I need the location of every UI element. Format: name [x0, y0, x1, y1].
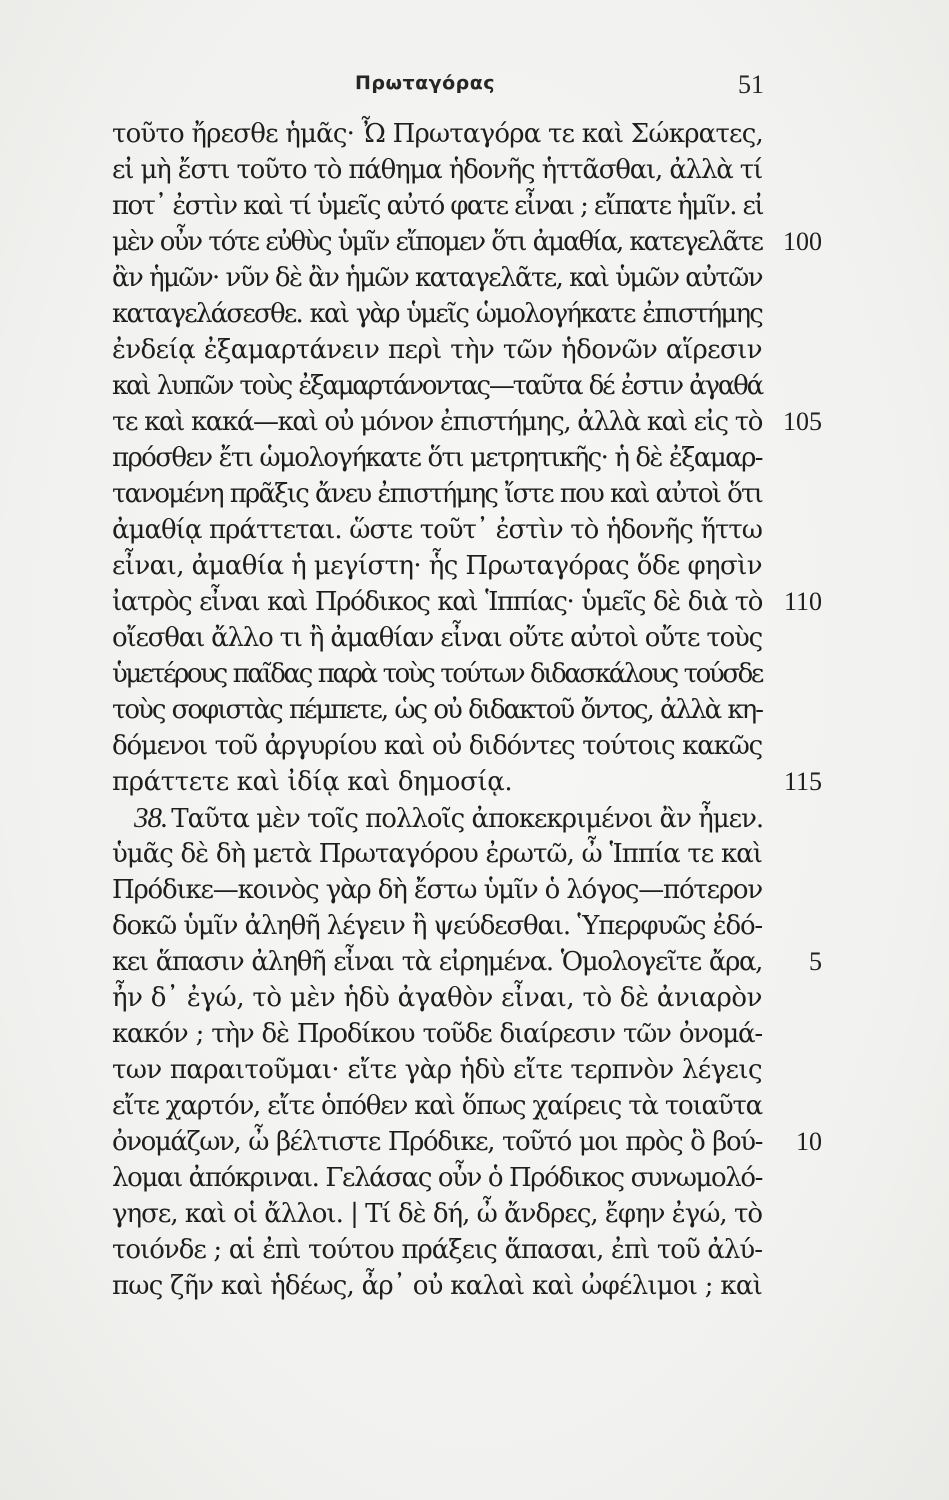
text-line: των παραιτοῦμαι· εἴτε γὰρ ἡδὺ εἴτε τερπνὸν λέγεις [112, 1055, 762, 1085]
text-line: τοιόνδε ; αἱ ἐπὶ τούτου πράξεις ἅπασαι, ἐπὶ τοῦ ἀλύ- [112, 1235, 762, 1265]
text-line: ὀνομάζων, ὦ βέλτιστε Πρόδικε, τοῦτό μοι πρὸς ὃ βού- [112, 1127, 762, 1157]
margin-line-number: 100 [783, 227, 822, 256]
text-line: πράττετε καὶ ἰδίᾳ καὶ δημοσίᾳ. [112, 767, 513, 797]
text-line: τε καὶ κακά—καὶ οὐ μόνον ἐπιστήμης, ἀλλὰ καὶ εἰς τὸ [112, 407, 762, 437]
margin-line-number: 105 [783, 407, 822, 436]
text-line: δοκῶ ὑμῖν ἀληθῆ λέγειν ἢ ψεύδεσθαι. Ὑπερφυῶς ἐδό- [112, 911, 762, 941]
text-line: μὲν οὖν τότε εὐθὺς ὑμῖν εἴπομεν ὅτι ἀμαθία, κατεγελᾶτε [112, 227, 762, 257]
text-line: κακόν ; τὴν δὲ Προδίκου τοῦδε διαίρεσιν τῶν ὀνομά- [112, 1019, 762, 1049]
text-line: ὑμετέρους παῖδας παρὰ τοὺς τούτων διδασκάλους τούσδε [112, 659, 762, 689]
text-line: καταγελάσεσθε. καὶ γὰρ ὑμεῖς ὡμολογήκατε ἐπιστήμης [112, 299, 762, 329]
margin-line-number: 10 [796, 1127, 822, 1156]
text-line: καὶ λυπῶν τοὺς ἐξαμαρτάνοντας—ταῦτα δέ ἐστιν ἀγαθά [112, 371, 762, 401]
text-line: ἦν δ᾽ ἐγώ, τὸ μὲν ἡδὺ ἀγαθὸν εἶναι, τὸ δὲ ἀνιαρὸν [112, 983, 762, 1013]
section-marker: 38. [134, 802, 168, 834]
margin-line-number: 115 [783, 767, 822, 796]
text-line: τοῦτο ἤρεσθε ἡμᾶς· Ὦ Πρωταγόρα τε καὶ Σώκρατες, [112, 119, 763, 149]
text-line: τανομένη πρᾶξις ἄνευ ἐπιστήμης ἴστε που καὶ αὐτοὶ ὅτι [112, 479, 762, 509]
margin-line-number: 5 [809, 947, 822, 976]
section-line-text: Ταῦτα μὲν τοῖς πολλοῖς ἀποκεκριμένοι ἂν ἦμεν. [171, 804, 764, 834]
text-line: ἂν ἡμῶν· νῦν δὲ ἂν ἡμῶν καταγελᾶτε, καὶ ὑμῶν αὐτῶν [112, 263, 762, 293]
text-line: ἀμαθίᾳ πράττεται. ὥστε τοῦτ᾽ ἐστὶν τὸ ἡδονῆς ἥττω [112, 515, 762, 545]
text-line: οἴεσθαι ἄλλο τι ἢ ἀμαθίαν εἶναι οὔτε αὐτοὶ οὔτε τοὺς [112, 623, 762, 653]
text-line: εἶναι, ἀμαθία ἡ μεγίστη· ἧς Πρωταγόρας ὅδε φησὶν [112, 551, 762, 581]
text-line: πως ζῆν καὶ ἡδέως, ἆρ᾽ οὐ καλαὶ καὶ ὠφέλιμοι ; καὶ [112, 1271, 762, 1301]
text-line: εἴτε χαρτόν, εἴτε ὁπόθεν καὶ ὅπως χαίρεις τὰ τοιαῦτα [112, 1091, 762, 1121]
text-line: κει ἅπασιν ἀληθῆ εἶναι τὰ εἰρημένα. Ὁμολογεῖτε ἄρα, [112, 947, 762, 977]
text-line: εἰ μὴ ἔστι τοῦτο τὸ πάθημα ἡδονῆς ἡττᾶσθαι, ἀλλὰ τί [112, 155, 762, 185]
text-line: δόμενοι τοῦ ἀργυρίου καὶ οὐ διδόντες τούτοις κακῶς [112, 731, 762, 761]
margin-line-number: 110 [783, 587, 822, 616]
page-number: 51 [738, 70, 764, 99]
text-line: λομαι ἀπόκριναι. Γελάσας οὖν ὁ Πρόδικος συνωμολό- [112, 1163, 762, 1193]
text-line: τοὺς σοφιστὰς πέμπετε, ὡς οὐ διδακτοῦ ὄντος, ἀλλὰ κη- [112, 695, 762, 725]
text-line: Πρόδικε—κοινὸς γὰρ δὴ ἔστω ὑμῖν ὁ λόγος—πότερον [112, 875, 762, 905]
running-title: Πρωταγόρας [354, 72, 496, 94]
text-line: ἰατρὸς εἶναι καὶ Πρόδικος καὶ Ἱππίας· ὑμεῖς δὲ διὰ τὸ [112, 587, 762, 617]
text-line: ποτ᾽ ἐστὶν καὶ τί ὑμεῖς αὐτό φατε εἶναι ; εἴπατε ἡμῖν. εἰ [112, 191, 763, 221]
text-line: ἐνδείᾳ ἐξαμαρτάνειν περὶ τὴν τῶν ἡδονῶν αἵρεσιν [112, 335, 762, 365]
text-line: ὑμᾶς δὲ δὴ μετὰ Πρωταγόρου ἐρωτῶ, ὦ Ἱππία τε καὶ [112, 839, 762, 869]
section-line [112, 801, 762, 835]
text-line: πρόσθεν ἔτι ὡμολογήκατε ὅτι μετρητικῆς· ἡ δὲ ἐξαμαρ- [112, 443, 762, 473]
text-line: γησε, καὶ οἱ ἄλλοι. | Τί δὲ δή, ὦ ἄνδρες, ἔφην ἐγώ, τὸ [112, 1199, 762, 1229]
